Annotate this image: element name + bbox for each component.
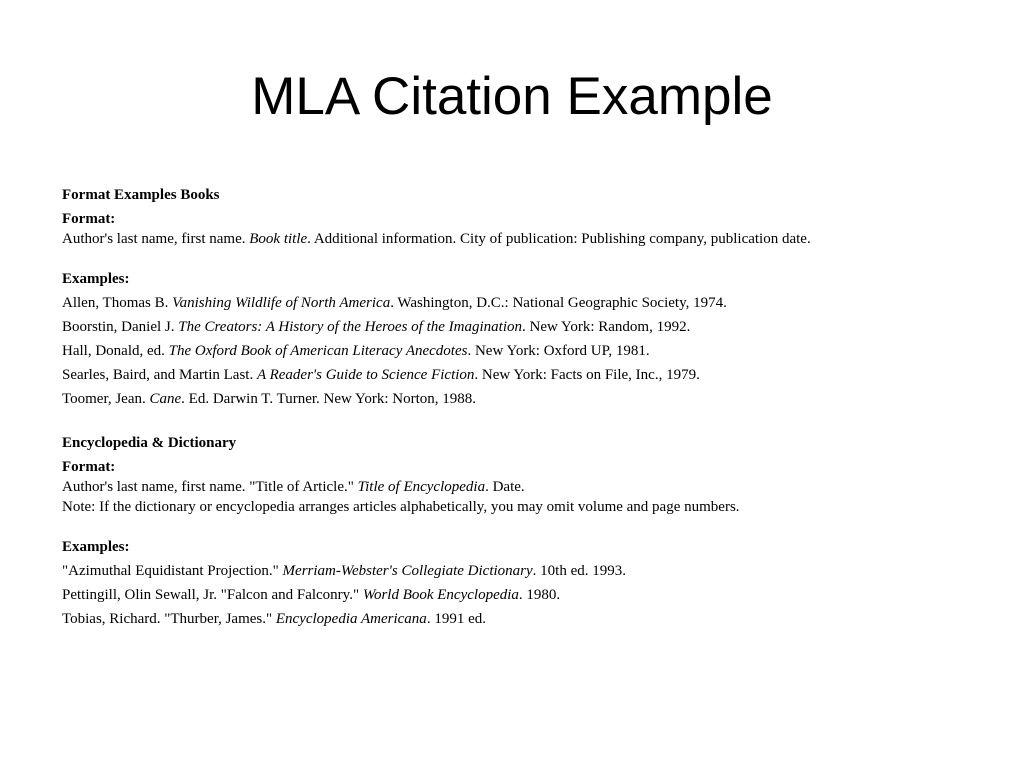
books-heading: Format Examples Books [62, 187, 220, 203]
encyclopedia-note: Note: If the dictionary or encyclopedia arranges articles alphabetically, you may omit volume and page numbers. [62, 499, 740, 515]
encyclopedia-citation: Pettingill, Olin Sewall, Jr. "Falcon and Falconry." World Book Encyclopedia. 1980. [62, 587, 561, 603]
encyclopedia-citation: Tobias, Richard. "Thurber, James." Encyclopedia Americana. 1991 ed. [62, 611, 486, 627]
encyclopedia-citation: "Azimuthal Equidistant Projection." Merriam-Webster's Collegiate Dictionary. 10th ed. 1993. [62, 563, 626, 579]
book-citation: Hall, Donald, ed. The Oxford Book of American Literacy Anecdotes. New York: Oxford UP, 1981. [62, 343, 650, 359]
book-citation: Toomer, Jean. Cane. Ed. Darwin T. Turner. New York: Norton, 1988. [62, 391, 477, 407]
encyclopedia-examples-label: Examples: [62, 539, 130, 555]
book-citation: Boorstin, Daniel J. The Creators: A History of the Heroes of the Imagination. New York: Random, 1992. [62, 319, 691, 335]
books-format-line: Author's last name, first name. Book title. Additional information. City of publication: Publishing company, publication date. [62, 231, 811, 247]
books-format-label: Format: [62, 211, 116, 227]
encyclopedia-format-line: Author's last name, first name. "Title of Article." Title of Encyclopedia. Date. [62, 479, 525, 495]
slide-body [62, 185, 992, 629]
book-citation: Allen, Thomas B. Vanishing Wildlife of North America. Washington, D.C.: National Geographic Society, 1974. [62, 295, 727, 311]
book-citation: Searles, Baird, and Martin Last. A Reader's Guide to Science Fiction. New York: Facts on File, Inc., 1979. [62, 367, 700, 383]
slide-title: MLA Citation Example [251, 67, 773, 126]
encyclopedia-format-label: Format: [62, 459, 116, 475]
books-examples-label: Examples: [62, 271, 130, 287]
encyclopedia-heading: Encyclopedia & Dictionary [62, 435, 237, 451]
